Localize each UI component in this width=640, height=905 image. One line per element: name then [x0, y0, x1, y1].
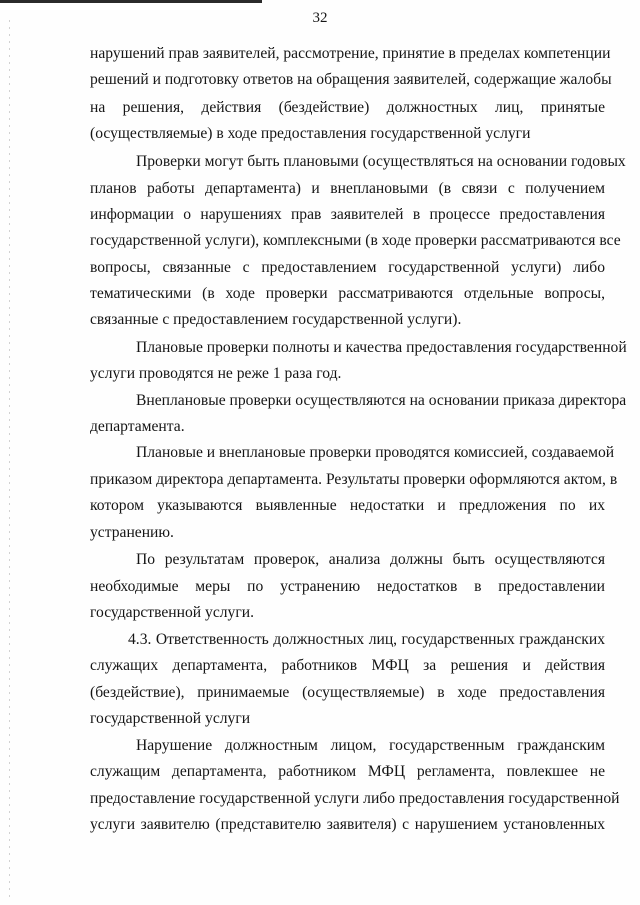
- text-line: нарушений прав заявителей, рассмотрение, принятие в пределах компетенции: [90, 45, 611, 62]
- text-line: информации о нарушениях прав заявителей в процессе предоставления: [90, 206, 605, 223]
- text-line: устранению.: [90, 524, 174, 541]
- text-line: (осуществляемые) в ходе предоставления государственной услуги: [90, 125, 531, 142]
- section-heading-line: (бездействие), принимаемые (осуществляемые) в ходе предоставления: [90, 684, 605, 701]
- text-line: департамента.: [90, 418, 185, 435]
- section-heading-line: служащих департамента, работников МФЦ за решения и действия: [90, 657, 605, 674]
- text-line: услуги заявителю (представителю заявителя) с нарушением установленных: [90, 816, 605, 833]
- text-line: По результатам проверок, анализа должны быть осуществляются: [136, 551, 605, 568]
- text-line: государственной услуги.: [90, 604, 254, 621]
- text-line: государственной услуги), комплексными (в ходе проверки рассматриваются все: [90, 232, 621, 249]
- section-heading-line: государственной услуги: [90, 710, 251, 727]
- text-line: Нарушение должностным лицом, государственным гражданским: [136, 737, 605, 754]
- text-line: планов работы департамента) и внеплановыми (в связи с получением: [90, 180, 605, 197]
- scan-edge: [9, 20, 10, 900]
- text-line: предоставление государственной услуги либо предоставления государственной: [90, 790, 620, 807]
- text-line: Проверки могут быть плановыми (осуществляться на основании годовых: [136, 153, 626, 170]
- text-line: Плановые и внеплановые проверки проводятся комиссией, создаваемой: [136, 444, 615, 461]
- text-line: приказом директора департамента. Результаты проверки оформляются актом, в: [90, 471, 618, 488]
- page-number: 32: [312, 10, 328, 26]
- text-line: на решения, действия (бездействие) должностных лиц, принятые: [90, 99, 605, 116]
- text-line: вопросы, связанные с предоставлением государственной услуги) либо: [90, 259, 605, 276]
- text-line: котором указываются выявленные недостатки и предложения по их: [90, 497, 605, 514]
- text-line: тематическими (в ходе проверки рассматриваются отдельные вопросы,: [90, 285, 605, 302]
- text-line: Внеплановые проверки осуществляются на основании приказа директора: [136, 392, 627, 409]
- text-line: связанные с предоставлением государственной услуги).: [90, 311, 462, 328]
- text-line: Плановые проверки полноты и качества предоставления государственной: [136, 339, 627, 356]
- section-heading-line: 4.3. Ответственность должностных лиц, государственных гражданских: [128, 631, 605, 648]
- top-border-line: [0, 0, 262, 3]
- text-line: необходимые меры по устранению недостатков в предоставлении: [90, 578, 605, 595]
- text-line: решений и подготовку ответов на обращения заявителей, содержащие жалобы: [90, 71, 612, 88]
- text-line: услуги проводятся не реже 1 раза год.: [90, 365, 342, 382]
- text-line: служащим департамента, работником МФЦ регламента, повлекшее не: [90, 763, 605, 780]
